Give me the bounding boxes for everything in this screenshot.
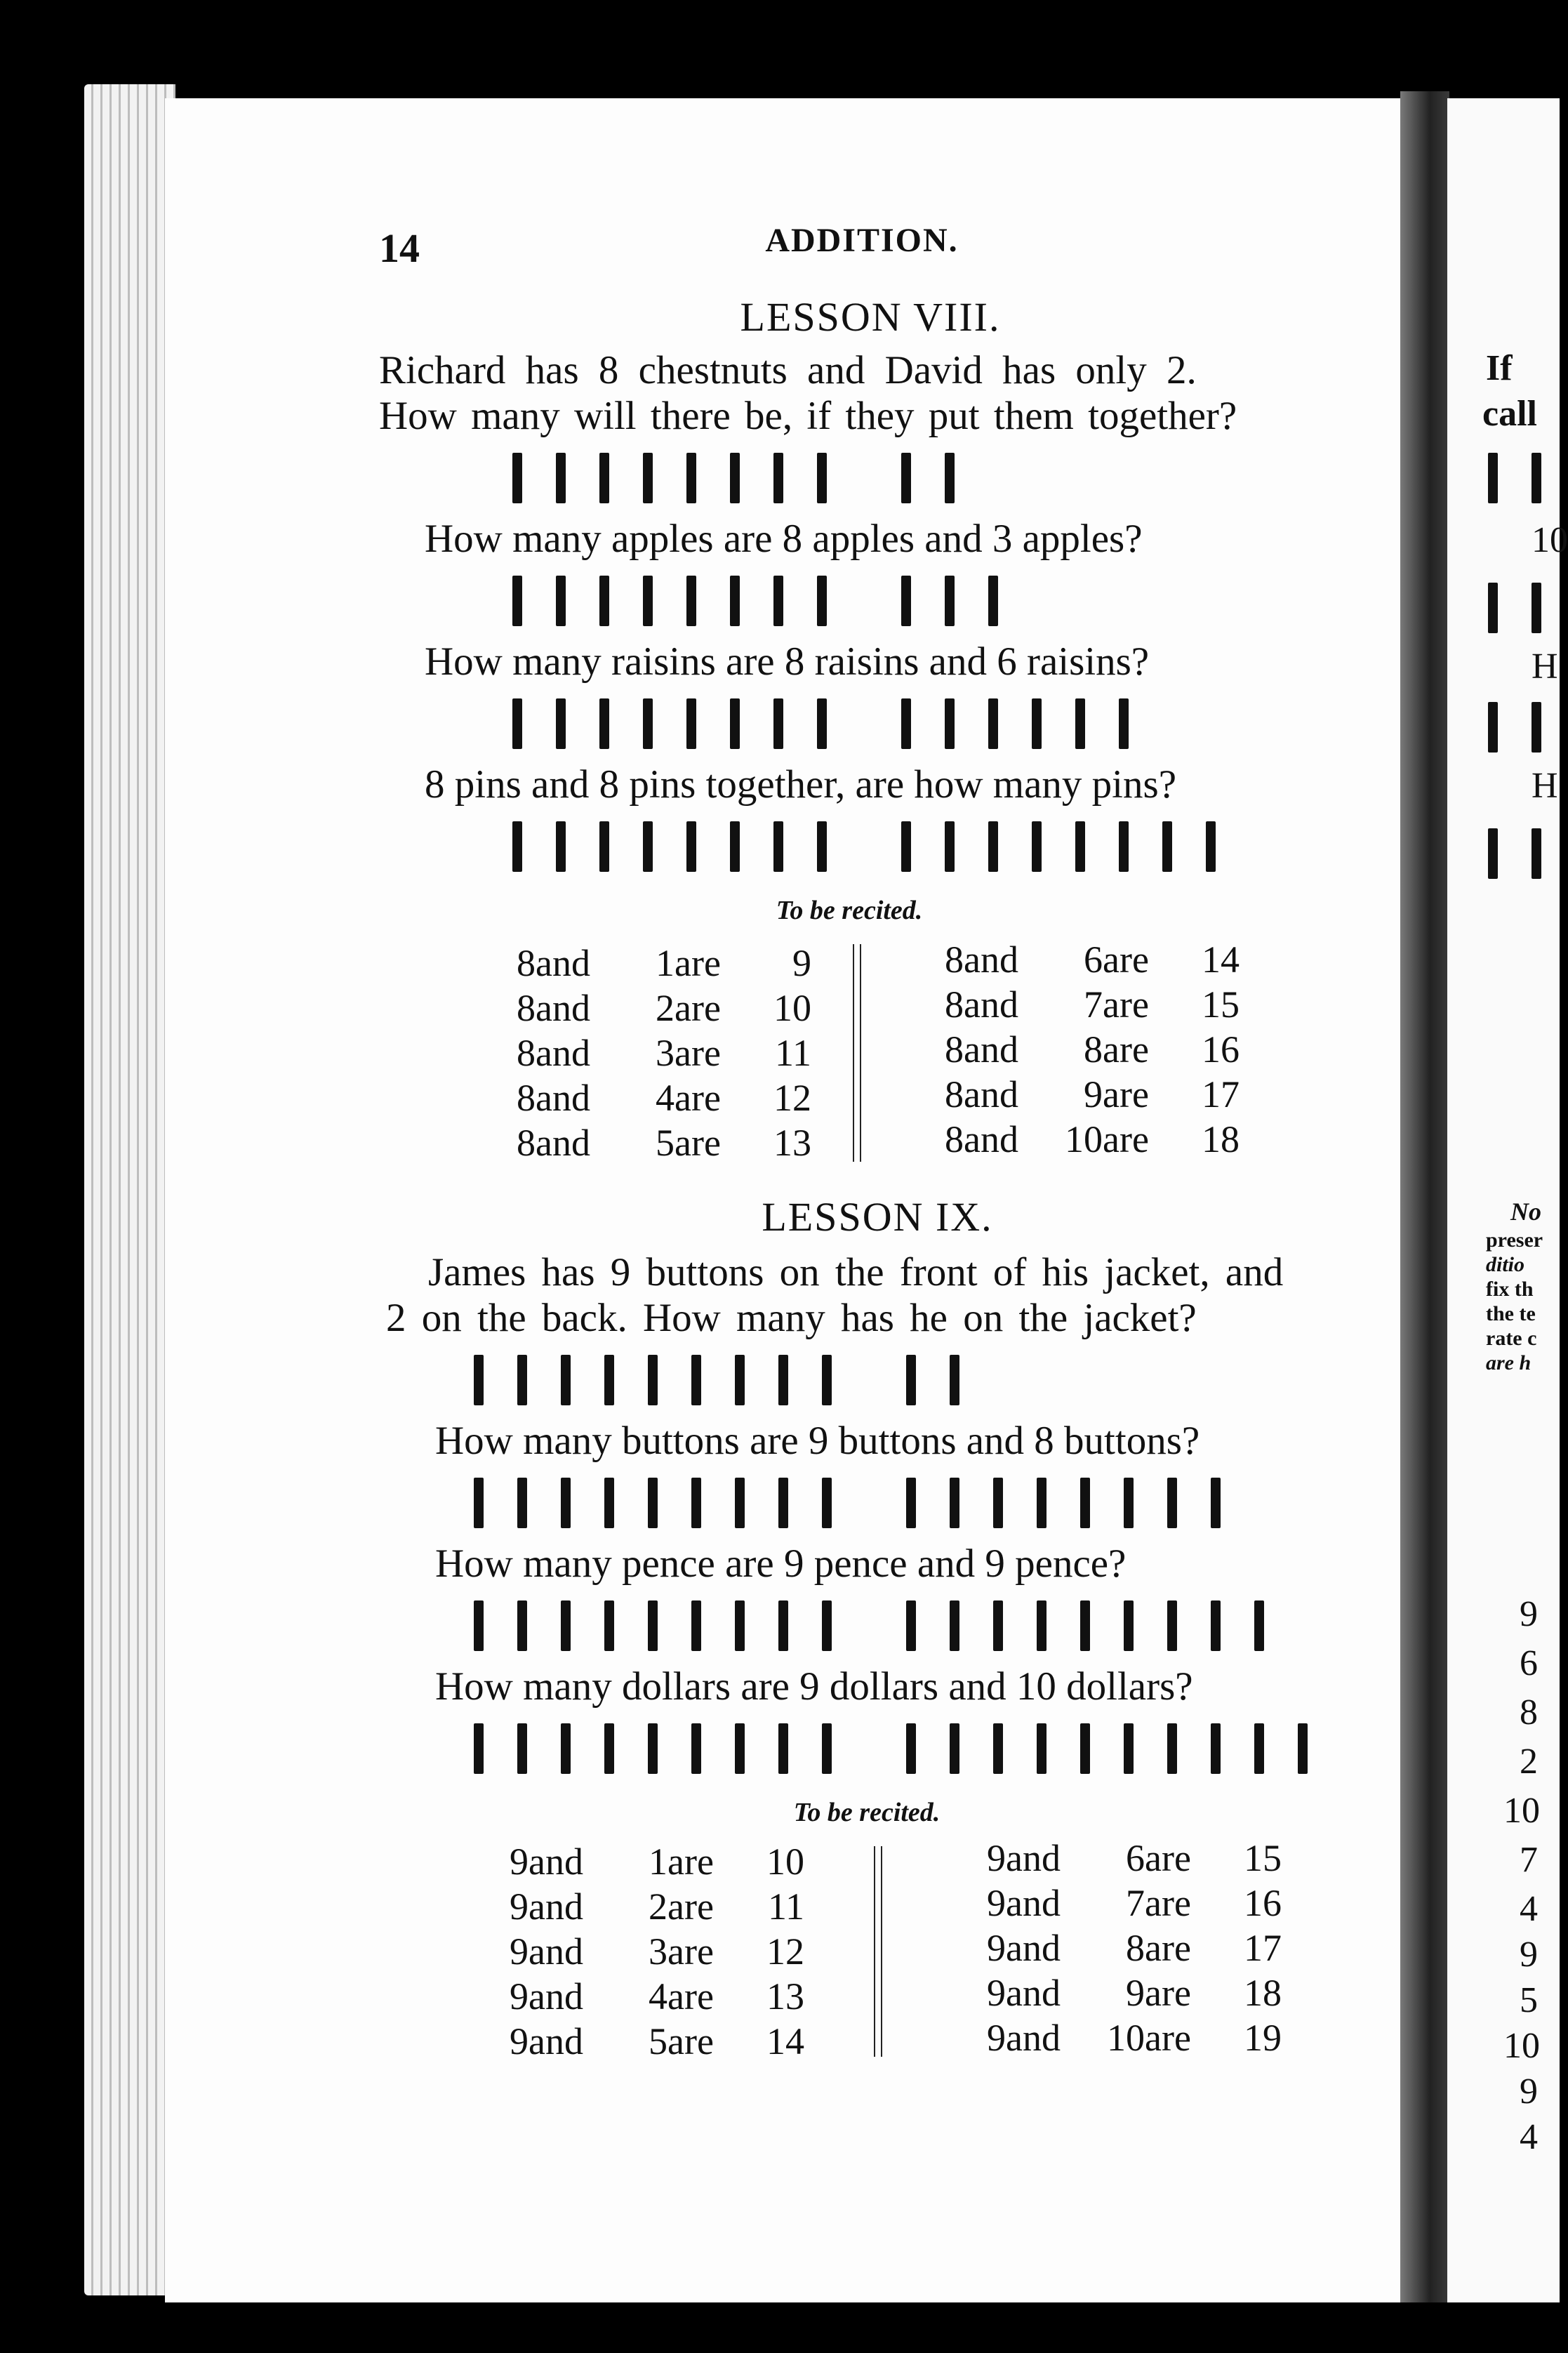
- tally-mark-left: [517, 1600, 527, 1651]
- table-cell: are: [1145, 1927, 1191, 1969]
- table-cell: 17: [1244, 1927, 1282, 1969]
- table-cell: 3: [656, 1032, 675, 1074]
- tally-mark-left: [817, 453, 827, 503]
- table-cell: are: [1145, 1882, 1191, 1924]
- addition-table: [972, 1836, 1282, 2060]
- table-cell: 8: [945, 1118, 964, 1160]
- tally-mark-left: [648, 1478, 658, 1528]
- tally-mark-left: [643, 576, 653, 626]
- tally-mark-left: [735, 1478, 745, 1528]
- tally-mark-left: [512, 821, 522, 872]
- tally-mark-left: [512, 453, 522, 503]
- tally-mark-right: [1124, 1478, 1134, 1528]
- tally-mark-left: [822, 1478, 832, 1528]
- tally-mark-left: [599, 453, 609, 503]
- table-cell: 13: [773, 1122, 811, 1164]
- facing-text: H: [1532, 647, 1558, 687]
- tally-mark-right: [901, 698, 911, 749]
- tally-mark-right: [906, 1600, 916, 1651]
- table-row: [972, 1926, 1282, 1970]
- table-cell: and: [529, 2020, 583, 2062]
- tally-mark-left: [599, 698, 609, 749]
- tally-mark-right: [1075, 698, 1085, 749]
- facing-number: 4: [1520, 2117, 1538, 2157]
- table-cell: are: [675, 1122, 721, 1164]
- table-row: [495, 1974, 804, 2019]
- facing-note: No: [1510, 1198, 1541, 1226]
- table-row: [972, 1836, 1282, 1881]
- tally-mark: [1532, 583, 1541, 633]
- table-row: [502, 986, 811, 1030]
- table-row: [495, 1839, 804, 1884]
- tally-mark-right: [901, 453, 911, 503]
- table-cell: are: [1145, 1837, 1191, 1879]
- table-cell: are: [1103, 1118, 1149, 1160]
- table-divider: [853, 944, 861, 1162]
- table-cell: 4: [656, 1077, 675, 1119]
- table-cell: are: [667, 1930, 714, 1973]
- tally-mark-left: [517, 1723, 527, 1774]
- tally-mark-right: [950, 1723, 959, 1774]
- tally-mark-right: [1254, 1600, 1264, 1651]
- table-row: [502, 1120, 811, 1165]
- tally-mark: [1532, 453, 1541, 503]
- tally-mark-left: [556, 576, 566, 626]
- facing-number: 5: [1520, 1980, 1538, 2020]
- tally-mark-left: [517, 1478, 527, 1528]
- running-title: ADDITION.: [765, 222, 959, 259]
- book-page: [165, 98, 1442, 2302]
- tally-mark-left: [556, 453, 566, 503]
- tally-mark-right: [1211, 1723, 1221, 1774]
- tally-mark-right: [1206, 821, 1216, 872]
- table-cell: 8: [945, 939, 964, 981]
- tally-mark-right: [1119, 698, 1129, 749]
- tally-mark-left: [730, 821, 740, 872]
- tally-mark-right: [1167, 1478, 1177, 1528]
- tally-mark-left: [817, 698, 827, 749]
- tally-mark-left: [686, 698, 696, 749]
- table-cell: and: [1006, 1882, 1061, 1924]
- tally-mark-left: [778, 1478, 788, 1528]
- table-cell: and: [1006, 1927, 1061, 1969]
- facing-note: fix th: [1486, 1278, 1534, 1301]
- table-cell: 1: [649, 1841, 667, 1883]
- table-cell: 17: [1202, 1073, 1240, 1115]
- table-cell: 12: [766, 1930, 804, 1973]
- table-cell: and: [536, 987, 590, 1029]
- tally-mark-left: [561, 1478, 571, 1528]
- tally-mark: [1532, 828, 1541, 879]
- tally-mark-left: [691, 1355, 701, 1405]
- tally-mark-left: [648, 1355, 658, 1405]
- tally-mark-left: [474, 1478, 484, 1528]
- question-text: How many pence are 9 pence and 9 pence?: [435, 1542, 1127, 1586]
- tally-mark-right: [1167, 1723, 1177, 1774]
- table-cell: 9: [1126, 1972, 1145, 2014]
- tally-mark-left: [735, 1355, 745, 1405]
- tally-mark-left: [643, 453, 653, 503]
- table-cell: and: [964, 983, 1018, 1026]
- tally-mark-right: [1167, 1600, 1177, 1651]
- table-cell: 8: [945, 1073, 964, 1115]
- table-cell: 8: [517, 1122, 536, 1164]
- table-cell: 11: [775, 1032, 811, 1074]
- tally-mark-left: [773, 821, 783, 872]
- tally-mark-left: [730, 576, 740, 626]
- facing-number: 9: [1520, 1935, 1538, 1975]
- addition-table: [502, 941, 811, 1165]
- table-cell: 18: [1244, 1972, 1282, 2014]
- tally-mark-left: [773, 698, 783, 749]
- table-cell: 9: [987, 1927, 1006, 1969]
- table-row: [972, 1970, 1282, 2015]
- tally-mark-right: [1032, 698, 1042, 749]
- tally-mark-left: [604, 1723, 614, 1774]
- table-cell: 9: [510, 1975, 529, 2017]
- table-cell: 4: [649, 1975, 667, 2017]
- tally-mark-right: [988, 698, 998, 749]
- tally-mark-left: [556, 698, 566, 749]
- table-cell: 5: [656, 1122, 675, 1164]
- table-cell: are: [1145, 2017, 1191, 2059]
- tally-mark-left: [822, 1723, 832, 1774]
- facing-number: 10: [1503, 2026, 1540, 2066]
- tally-mark-left: [648, 1723, 658, 1774]
- table-cell: 8: [1126, 1927, 1145, 1969]
- tally-mark-left: [556, 821, 566, 872]
- tally-mark-right: [1080, 1600, 1090, 1651]
- tally-mark-left: [604, 1355, 614, 1405]
- tally-mark: [1488, 702, 1498, 753]
- tally-mark-right: [1211, 1600, 1221, 1651]
- table-cell: 8: [517, 987, 536, 1029]
- book-gutter: [1400, 91, 1449, 2302]
- table-row: [930, 937, 1240, 982]
- tally-mark-right: [1298, 1723, 1308, 1774]
- tally-mark-right: [1211, 1478, 1221, 1528]
- tally-mark-left: [474, 1355, 484, 1405]
- question-text: How many apples are 8 apples and 3 apples?: [425, 517, 1143, 561]
- table-cell: 2: [649, 1885, 667, 1928]
- table-cell: and: [529, 1975, 583, 2017]
- facing-number: 8: [1520, 1692, 1538, 1732]
- table-cell: and: [1006, 1972, 1061, 2014]
- addition-table: [495, 1839, 804, 2064]
- tally-mark-right: [945, 698, 955, 749]
- tally-mark-right: [1037, 1723, 1047, 1774]
- tally-mark-left: [691, 1723, 701, 1774]
- table-cell: 9: [792, 942, 811, 984]
- tally-mark-left: [604, 1478, 614, 1528]
- tally-mark-right: [993, 1600, 1003, 1651]
- facing-number: 4: [1520, 1889, 1538, 1929]
- table-cell: and: [536, 942, 590, 984]
- tally-mark-left: [773, 576, 783, 626]
- table-cell: are: [675, 1077, 721, 1119]
- facing-page: [1447, 98, 1568, 2302]
- table-cell: 9: [987, 1882, 1006, 1924]
- tally-mark-right: [950, 1478, 959, 1528]
- table-cell: and: [964, 1028, 1018, 1071]
- question-text: How many raisins are 8 raisins and 6 raisins?: [425, 639, 1150, 684]
- table-row: [930, 1117, 1240, 1162]
- table-cell: and: [964, 939, 1018, 981]
- table-cell: 8: [1084, 1028, 1103, 1071]
- tally-mark-left: [778, 1355, 788, 1405]
- recite-heading: To be recited.: [793, 1798, 941, 1827]
- table-cell: 11: [768, 1885, 804, 1928]
- tally-mark-left: [730, 698, 740, 749]
- tally-mark-right: [945, 576, 955, 626]
- table-cell: are: [667, 2020, 714, 2062]
- tally-mark-right: [1080, 1723, 1090, 1774]
- question-text: 2 on the back. How many has he on the jacket?: [386, 1296, 1197, 1340]
- tally-mark-left: [517, 1355, 527, 1405]
- tally-mark-right: [1124, 1723, 1134, 1774]
- tally-mark-right: [945, 821, 955, 872]
- question-text: How many buttons are 9 buttons and 8 buttons?: [435, 1419, 1200, 1463]
- tally-mark-left: [778, 1723, 788, 1774]
- table-cell: 7: [1126, 1882, 1145, 1924]
- page-number: 14: [379, 225, 420, 271]
- table-divider: [874, 1846, 882, 2057]
- table-cell: are: [1103, 939, 1149, 981]
- tally-mark-left: [648, 1600, 658, 1651]
- table-row: [930, 1072, 1240, 1117]
- table-cell: 9: [987, 2017, 1006, 2059]
- tally-mark-right: [988, 821, 998, 872]
- tally-mark-left: [599, 576, 609, 626]
- table-cell: and: [536, 1077, 590, 1119]
- table-cell: are: [1103, 1073, 1149, 1115]
- tally-mark-left: [561, 1600, 571, 1651]
- tally-mark-right: [906, 1723, 916, 1774]
- tally-mark-left: [599, 821, 609, 872]
- table-cell: and: [529, 1930, 583, 1973]
- question-text: Richard has 8 chestnuts and David has only 2.: [379, 348, 1197, 392]
- table-cell: 7: [1084, 983, 1103, 1026]
- question-text: James has 9 buttons on the front of his jacket, and: [428, 1250, 1284, 1294]
- table-cell: and: [536, 1122, 590, 1164]
- table-cell: 10: [766, 1841, 804, 1883]
- table-row: [930, 1027, 1240, 1072]
- table-cell: 10: [1107, 2017, 1145, 2059]
- tally-mark-right: [901, 821, 911, 872]
- table-cell: 9: [1084, 1073, 1103, 1115]
- tally-mark-left: [691, 1478, 701, 1528]
- page-edges: [84, 84, 175, 2295]
- facing-text: 10: [1532, 520, 1568, 560]
- table-cell: are: [1145, 1972, 1191, 2014]
- tally-mark-right: [988, 576, 998, 626]
- tally-mark-left: [643, 821, 653, 872]
- tally-mark-left: [817, 576, 827, 626]
- tally-mark-right: [1080, 1478, 1090, 1528]
- tally-mark-left: [686, 821, 696, 872]
- facing-number: 9: [1520, 1594, 1538, 1634]
- table-cell: and: [964, 1073, 1018, 1115]
- table-row: [972, 1881, 1282, 1926]
- tally-mark-right: [1254, 1723, 1264, 1774]
- tally-mark-left: [735, 1723, 745, 1774]
- table-cell: 10: [1065, 1118, 1103, 1160]
- tally-mark-left: [686, 576, 696, 626]
- table-cell: 1: [656, 942, 675, 984]
- table-cell: are: [667, 1975, 714, 2017]
- table-cell: 13: [766, 1975, 804, 2017]
- facing-text: H: [1532, 766, 1558, 806]
- tally-mark-left: [512, 698, 522, 749]
- table-cell: 8: [945, 983, 964, 1026]
- table-cell: 8: [517, 942, 536, 984]
- facing-number: 7: [1520, 1840, 1538, 1880]
- table-cell: 3: [649, 1930, 667, 1973]
- tally-mark: [1532, 702, 1541, 753]
- table-cell: 16: [1244, 1882, 1282, 1924]
- tally-mark-left: [773, 453, 783, 503]
- tally-mark-right: [1037, 1600, 1047, 1651]
- table-cell: 14: [766, 2020, 804, 2062]
- table-cell: 16: [1202, 1028, 1240, 1071]
- tally-mark-right: [906, 1355, 916, 1405]
- table-cell: 9: [510, 2020, 529, 2062]
- tally-mark-left: [691, 1600, 701, 1651]
- tally-mark-left: [474, 1723, 484, 1774]
- table-cell: are: [675, 942, 721, 984]
- table-cell: and: [1006, 2017, 1061, 2059]
- facing-note: are h: [1486, 1351, 1532, 1374]
- lesson-title: LESSON IX.: [762, 1194, 993, 1240]
- table-row: [502, 1030, 811, 1075]
- table-row: [502, 1075, 811, 1120]
- table-cell: are: [667, 1885, 714, 1928]
- tally-mark-left: [604, 1600, 614, 1651]
- table-cell: 2: [656, 987, 675, 1029]
- facing-note: preser: [1486, 1228, 1543, 1252]
- table-cell: 10: [773, 987, 811, 1029]
- facing-number: 2: [1520, 1742, 1538, 1782]
- table-cell: 9: [510, 1930, 529, 1973]
- tally-mark-right: [950, 1355, 959, 1405]
- facing-note: rate c: [1486, 1327, 1537, 1350]
- addition-table: [930, 937, 1240, 1162]
- table-cell: 15: [1202, 983, 1240, 1026]
- tally-mark-right: [1124, 1600, 1134, 1651]
- tally-mark-left: [474, 1600, 484, 1651]
- table-cell: and: [529, 1841, 583, 1883]
- table-cell: are: [675, 1032, 721, 1074]
- tally-mark-left: [822, 1355, 832, 1405]
- tally-mark-right: [1032, 821, 1042, 872]
- facing-number: 10: [1503, 1791, 1540, 1831]
- tally-mark-right: [993, 1478, 1003, 1528]
- table-cell: 9: [510, 1885, 529, 1928]
- question-text: How many dollars are 9 dollars and 10 dollars?: [435, 1664, 1193, 1709]
- tally-mark-left: [817, 821, 827, 872]
- tally-mark-right: [1075, 821, 1085, 872]
- tally-mark-right: [1162, 821, 1172, 872]
- table-cell: are: [1103, 983, 1149, 1026]
- tally-mark: [1488, 453, 1498, 503]
- tally-mark-left: [561, 1723, 571, 1774]
- table-cell: 15: [1244, 1837, 1282, 1879]
- table-cell: 12: [773, 1077, 811, 1119]
- facing-text: call: [1482, 394, 1537, 434]
- tally-mark: [1488, 828, 1498, 879]
- table-cell: and: [1006, 1837, 1061, 1879]
- facing-number: 9: [1520, 2072, 1538, 2112]
- table-cell: and: [529, 1885, 583, 1928]
- table-row: [495, 2019, 804, 2064]
- tally-mark-left: [561, 1355, 571, 1405]
- question-text: How many will there be, if they put them together?: [379, 394, 1237, 438]
- table-row: [972, 2015, 1282, 2060]
- table-cell: 14: [1202, 939, 1240, 981]
- table-cell: are: [675, 987, 721, 1029]
- table-cell: 9: [510, 1841, 529, 1883]
- table-row: [502, 941, 811, 986]
- recite-heading: To be recited.: [776, 896, 923, 925]
- facing-text: If: [1486, 348, 1513, 388]
- tally-mark-right: [906, 1478, 916, 1528]
- tally-mark-left: [643, 698, 653, 749]
- tally-mark-right: [1119, 821, 1129, 872]
- tally-mark-left: [822, 1600, 832, 1651]
- tally-mark-right: [901, 576, 911, 626]
- table-cell: 8: [945, 1028, 964, 1071]
- table-row: [930, 982, 1240, 1027]
- lesson-title: LESSON VIII.: [740, 294, 1001, 340]
- facing-number: 6: [1520, 1643, 1538, 1683]
- tally-mark: [1488, 583, 1498, 633]
- facing-note: ditio: [1486, 1253, 1525, 1276]
- tally-mark-left: [735, 1600, 745, 1651]
- table-cell: 6: [1126, 1837, 1145, 1879]
- table-cell: and: [964, 1118, 1018, 1160]
- table-cell: 9: [987, 1837, 1006, 1879]
- tally-mark-right: [1037, 1478, 1047, 1528]
- question-text: 8 pins and 8 pins together, are how many pins?: [425, 762, 1177, 807]
- table-cell: 5: [649, 2020, 667, 2062]
- tally-mark-right: [950, 1600, 959, 1651]
- table-row: [495, 1929, 804, 1974]
- table-row: [495, 1884, 804, 1929]
- tally-mark-left: [512, 576, 522, 626]
- tally-mark-right: [945, 453, 955, 503]
- table-cell: and: [536, 1032, 590, 1074]
- facing-note: the te: [1486, 1302, 1536, 1325]
- table-cell: are: [667, 1841, 714, 1883]
- table-cell: 9: [987, 1972, 1006, 2014]
- tally-mark-left: [686, 453, 696, 503]
- table-cell: 8: [517, 1032, 536, 1074]
- table-cell: are: [1103, 1028, 1149, 1071]
- tally-mark-left: [730, 453, 740, 503]
- table-cell: 6: [1084, 939, 1103, 981]
- tally-mark-right: [993, 1723, 1003, 1774]
- table-cell: 8: [517, 1077, 536, 1119]
- table-cell: 19: [1244, 2017, 1282, 2059]
- table-cell: 18: [1202, 1118, 1240, 1160]
- tally-mark-left: [778, 1600, 788, 1651]
